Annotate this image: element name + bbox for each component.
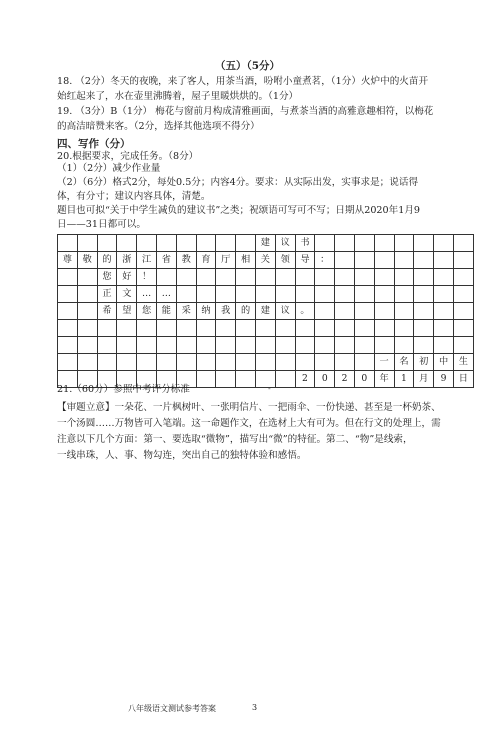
grid-cell [196,286,216,303]
grid-cell: 的 [97,252,117,269]
grid-cell: 纳 [196,303,216,320]
grid-cell: 2 [335,371,355,388]
grid-cell [453,269,473,286]
grid-cell [414,337,434,354]
grid-cell [255,371,275,388]
grid-cell [374,320,394,337]
q19-line2: 的高洁暗赞来客。（2分，选择其他选项不得分） [57,121,260,132]
grid-cell: 中 [434,354,454,371]
grid-cell [315,320,335,337]
grid-cell [236,286,256,303]
grid-cell: 名 [394,354,414,371]
q21-para-line2: 一个汤圆……万物皆可入笔端。这一命题作文，在选材上大有可为。但在行文的处理上，需 [57,418,441,429]
q18-line1: 18. （2分）冬天的夜晚，来了客人，用茶当酒，吩咐小童煮茗，（1分）火炉中的火苗开 [57,76,429,87]
grid-cell [255,286,275,303]
grid-cell [77,286,97,303]
q20-note1: 题目也可拟“关于中学生减负的建议书”之类；祝颂语可写可不写；日期从2020年1月9 [57,205,421,216]
q20-sub2b: 体，有分寸；建议内容具体，清楚。 [57,191,211,202]
grid-cell [236,337,256,354]
grid-cell [77,354,97,371]
grid-cell [374,252,394,269]
page-number: 3 [252,703,258,712]
grid-cell: 的 [236,303,256,320]
grid-cell: 您 [97,269,117,286]
footer-label: 八年级语文测试参考答案 [128,704,216,713]
grid-cell [77,303,97,320]
grid-cell [236,320,256,337]
q20-note2: 日——31日都可以。 [57,219,146,230]
q21-para-line3: 注意以下几个方面：第一、要选取“微物”，描写出“微”的特征。第二、“物”是线索， [57,434,413,445]
grid-cell [58,354,78,371]
grid-cell [216,371,236,388]
grid-cell [434,269,454,286]
grid-cell [58,286,78,303]
grid-cell [453,337,473,354]
grid-row [58,337,474,354]
grid-cell [196,371,216,388]
grid-cell [176,320,196,337]
grid-cell [414,235,434,252]
grid-cell [77,320,97,337]
grid-cell [176,269,196,286]
grid-cell [236,235,256,252]
grid-cell [196,337,216,354]
grid-cell [117,235,137,252]
grid-row [58,354,474,371]
grid-cell: 9 [434,371,454,388]
grid-cell [335,235,355,252]
q20-intro: 20.根据要求，完成任务。（8分） [57,151,199,162]
grid-cell [374,269,394,286]
grid-cell: 年 [374,371,394,388]
grid-cell [354,320,374,337]
grid-cell [434,252,454,269]
grid-cell: 希 [97,303,117,320]
grid-cell [434,235,454,252]
grid-cell: 采 [176,303,196,320]
section-4-title: 四、写作（分） [57,138,131,150]
grid-cell [434,320,454,337]
grid-cell: 江 [137,252,157,269]
grid-cell [137,337,157,354]
grid-cell [394,303,414,320]
grid-cell: 能 [156,303,176,320]
grid-cell [275,371,295,388]
grid-cell: ！ [137,269,157,286]
grid-cell [354,269,374,286]
grid-cell [196,269,216,286]
grid-cell: 尊 [58,252,78,269]
grid-cell [236,354,256,371]
grid-cell [335,337,355,354]
q18-line2: 始红起来了，水在壶里沸腾着，屋子里暖烘烘的。（1分） [57,91,299,102]
grid-cell [394,337,414,354]
grid-cell: 日 [453,371,473,388]
grid-cell: 生 [453,354,473,371]
grid-cell [117,337,137,354]
grid-cell [315,354,335,371]
grid-cell: 议 [275,303,295,320]
grid-cell: 敬 [77,252,97,269]
grid-cell [117,320,137,337]
grid-cell: 。 [295,303,315,320]
grid-cell: 建 [255,303,275,320]
grid-cell: 一 [374,354,394,371]
grid-cell [335,320,355,337]
grid-cell [295,337,315,354]
grid-cell: 书 [295,235,315,252]
grid-cell: 好 [117,269,137,286]
grid-cell [275,269,295,286]
grid-cell [414,320,434,337]
q21-para-line1: 【审题立意】一朵花、一片枫树叶、一张明信片、一把雨伞、一份快递、甚至是一杯奶茶、 [57,402,441,413]
grid-cell [315,235,335,252]
grid-cell [335,286,355,303]
grid-cell [374,235,394,252]
grid-cell [156,269,176,286]
grid-cell [453,303,473,320]
grid-cell [394,320,414,337]
grid-cell [77,235,97,252]
dash-mark: - [268,384,271,393]
grid-cell: 初 [414,354,434,371]
grid-cell [58,235,78,252]
grid-cell [58,337,78,354]
grid-cell: 建 [255,235,275,252]
grid-cell [255,269,275,286]
grid-cell [77,269,97,286]
grid-cell [374,337,394,354]
grid-cell [414,269,434,286]
grid-row [58,303,474,320]
grid-row [58,286,474,303]
q21-para-line4: 一线串珠，人、事、物勾连，突出自己的独特体验和感悟。 [57,450,307,461]
grid-cell [275,337,295,354]
grid-cell: 领 [275,252,295,269]
grid-cell [354,286,374,303]
grid-cell [255,337,275,354]
grid-cell [97,320,117,337]
grid-cell [216,354,236,371]
grid-cell [275,286,295,303]
grid-cell [77,337,97,354]
grid-cell [315,303,335,320]
grid-cell [295,269,315,286]
grid-cell [196,320,216,337]
grid-cell: 厅 [216,252,236,269]
grid-cell: 教 [176,252,196,269]
grid-cell: ： [315,252,335,269]
grid-cell [374,286,394,303]
grid-cell [335,354,355,371]
grid-cell [275,320,295,337]
section-5-title: （五）（5分） [215,60,281,72]
grid-cell [156,354,176,371]
grid-cell [295,354,315,371]
grid-cell: 省 [156,252,176,269]
grid-cell [315,286,335,303]
grid-cell: … [156,286,176,303]
q21-title: 21.（60分）参照中考评分标准 [57,384,190,395]
grid-cell [434,286,454,303]
grid-cell [58,269,78,286]
grid-cell [137,235,157,252]
grid-cell [315,337,335,354]
grid-cell: … [137,286,157,303]
grid-cell [354,252,374,269]
grid-cell [137,320,157,337]
grid-cell [97,354,117,371]
grid-row [58,235,474,252]
grid-cell [137,354,157,371]
grid-cell [354,235,374,252]
grid-cell: 导 [295,252,315,269]
grid-cell [156,235,176,252]
grid-cell [354,337,374,354]
grid-cell [216,320,236,337]
grid-cell [196,235,216,252]
grid-cell [176,337,196,354]
grid-cell: 浙 [117,252,137,269]
grid-cell [414,303,434,320]
grid-cell: 议 [275,235,295,252]
grid-cell: 2 [295,371,315,388]
grid-cell [453,286,473,303]
grid-cell [97,337,117,354]
grid-cell: 您 [137,303,157,320]
grid-cell [394,252,414,269]
grid-cell [394,286,414,303]
writing-grid [57,234,474,388]
grid-cell [394,269,414,286]
grid-cell: 相 [236,252,256,269]
q19-line1: 19. （3分）B（1分） 梅花与窗前月构成清雅画面，与煮茶当酒的高雅意趣相符，以梅花 [57,106,434,117]
grid-cell [374,303,394,320]
grid-cell [176,286,196,303]
grid-cell: 关 [255,252,275,269]
grid-cell [236,269,256,286]
grid-cell [354,354,374,371]
grid-cell: 月 [414,371,434,388]
grid-cell [196,354,216,371]
grid-cell [176,354,196,371]
grid-cell [453,320,473,337]
grid-row [58,320,474,337]
grid-cell: 文 [117,286,137,303]
grid-cell [434,337,454,354]
grid-cell [58,320,78,337]
grid-cell [255,320,275,337]
grid-cell: 0 [354,371,374,388]
grid-cell [335,252,355,269]
grid-cell [156,320,176,337]
grid-cell [335,303,355,320]
grid-row [58,252,474,269]
grid-cell [216,269,236,286]
grid-cell [414,286,434,303]
grid-cell [354,303,374,320]
grid-cell [315,269,335,286]
q20-sub1: （1）（2分）减少作业量 [57,163,161,174]
grid-cell [453,235,473,252]
grid-cell [414,252,434,269]
grid-cell [295,286,315,303]
grid-cell [216,235,236,252]
grid-cell: 我 [216,303,236,320]
grid-cell [156,337,176,354]
grid-cell: 1 [394,371,414,388]
grid-cell [97,235,117,252]
grid-cell [335,269,355,286]
q20-sub2: （2）（6分）格式2分，每处0.5分；内容4分。要求：从实际出发，实事求是；说话得 [57,177,419,188]
grid-cell [216,286,236,303]
grid-row [58,269,474,286]
grid-cell [58,303,78,320]
grid-cell [295,320,315,337]
grid-cell [216,337,236,354]
grid-cell: 0 [315,371,335,388]
grid-cell [434,303,454,320]
grid-cell: 正 [97,286,117,303]
grid-cell [275,354,295,371]
grid-cell [117,354,137,371]
grid-cell [255,354,275,371]
grid-cell [176,235,196,252]
grid-cell: 育 [196,252,216,269]
grid-cell [236,371,256,388]
grid-cell [394,235,414,252]
grid-cell [453,252,473,269]
grid-cell: 望 [117,303,137,320]
